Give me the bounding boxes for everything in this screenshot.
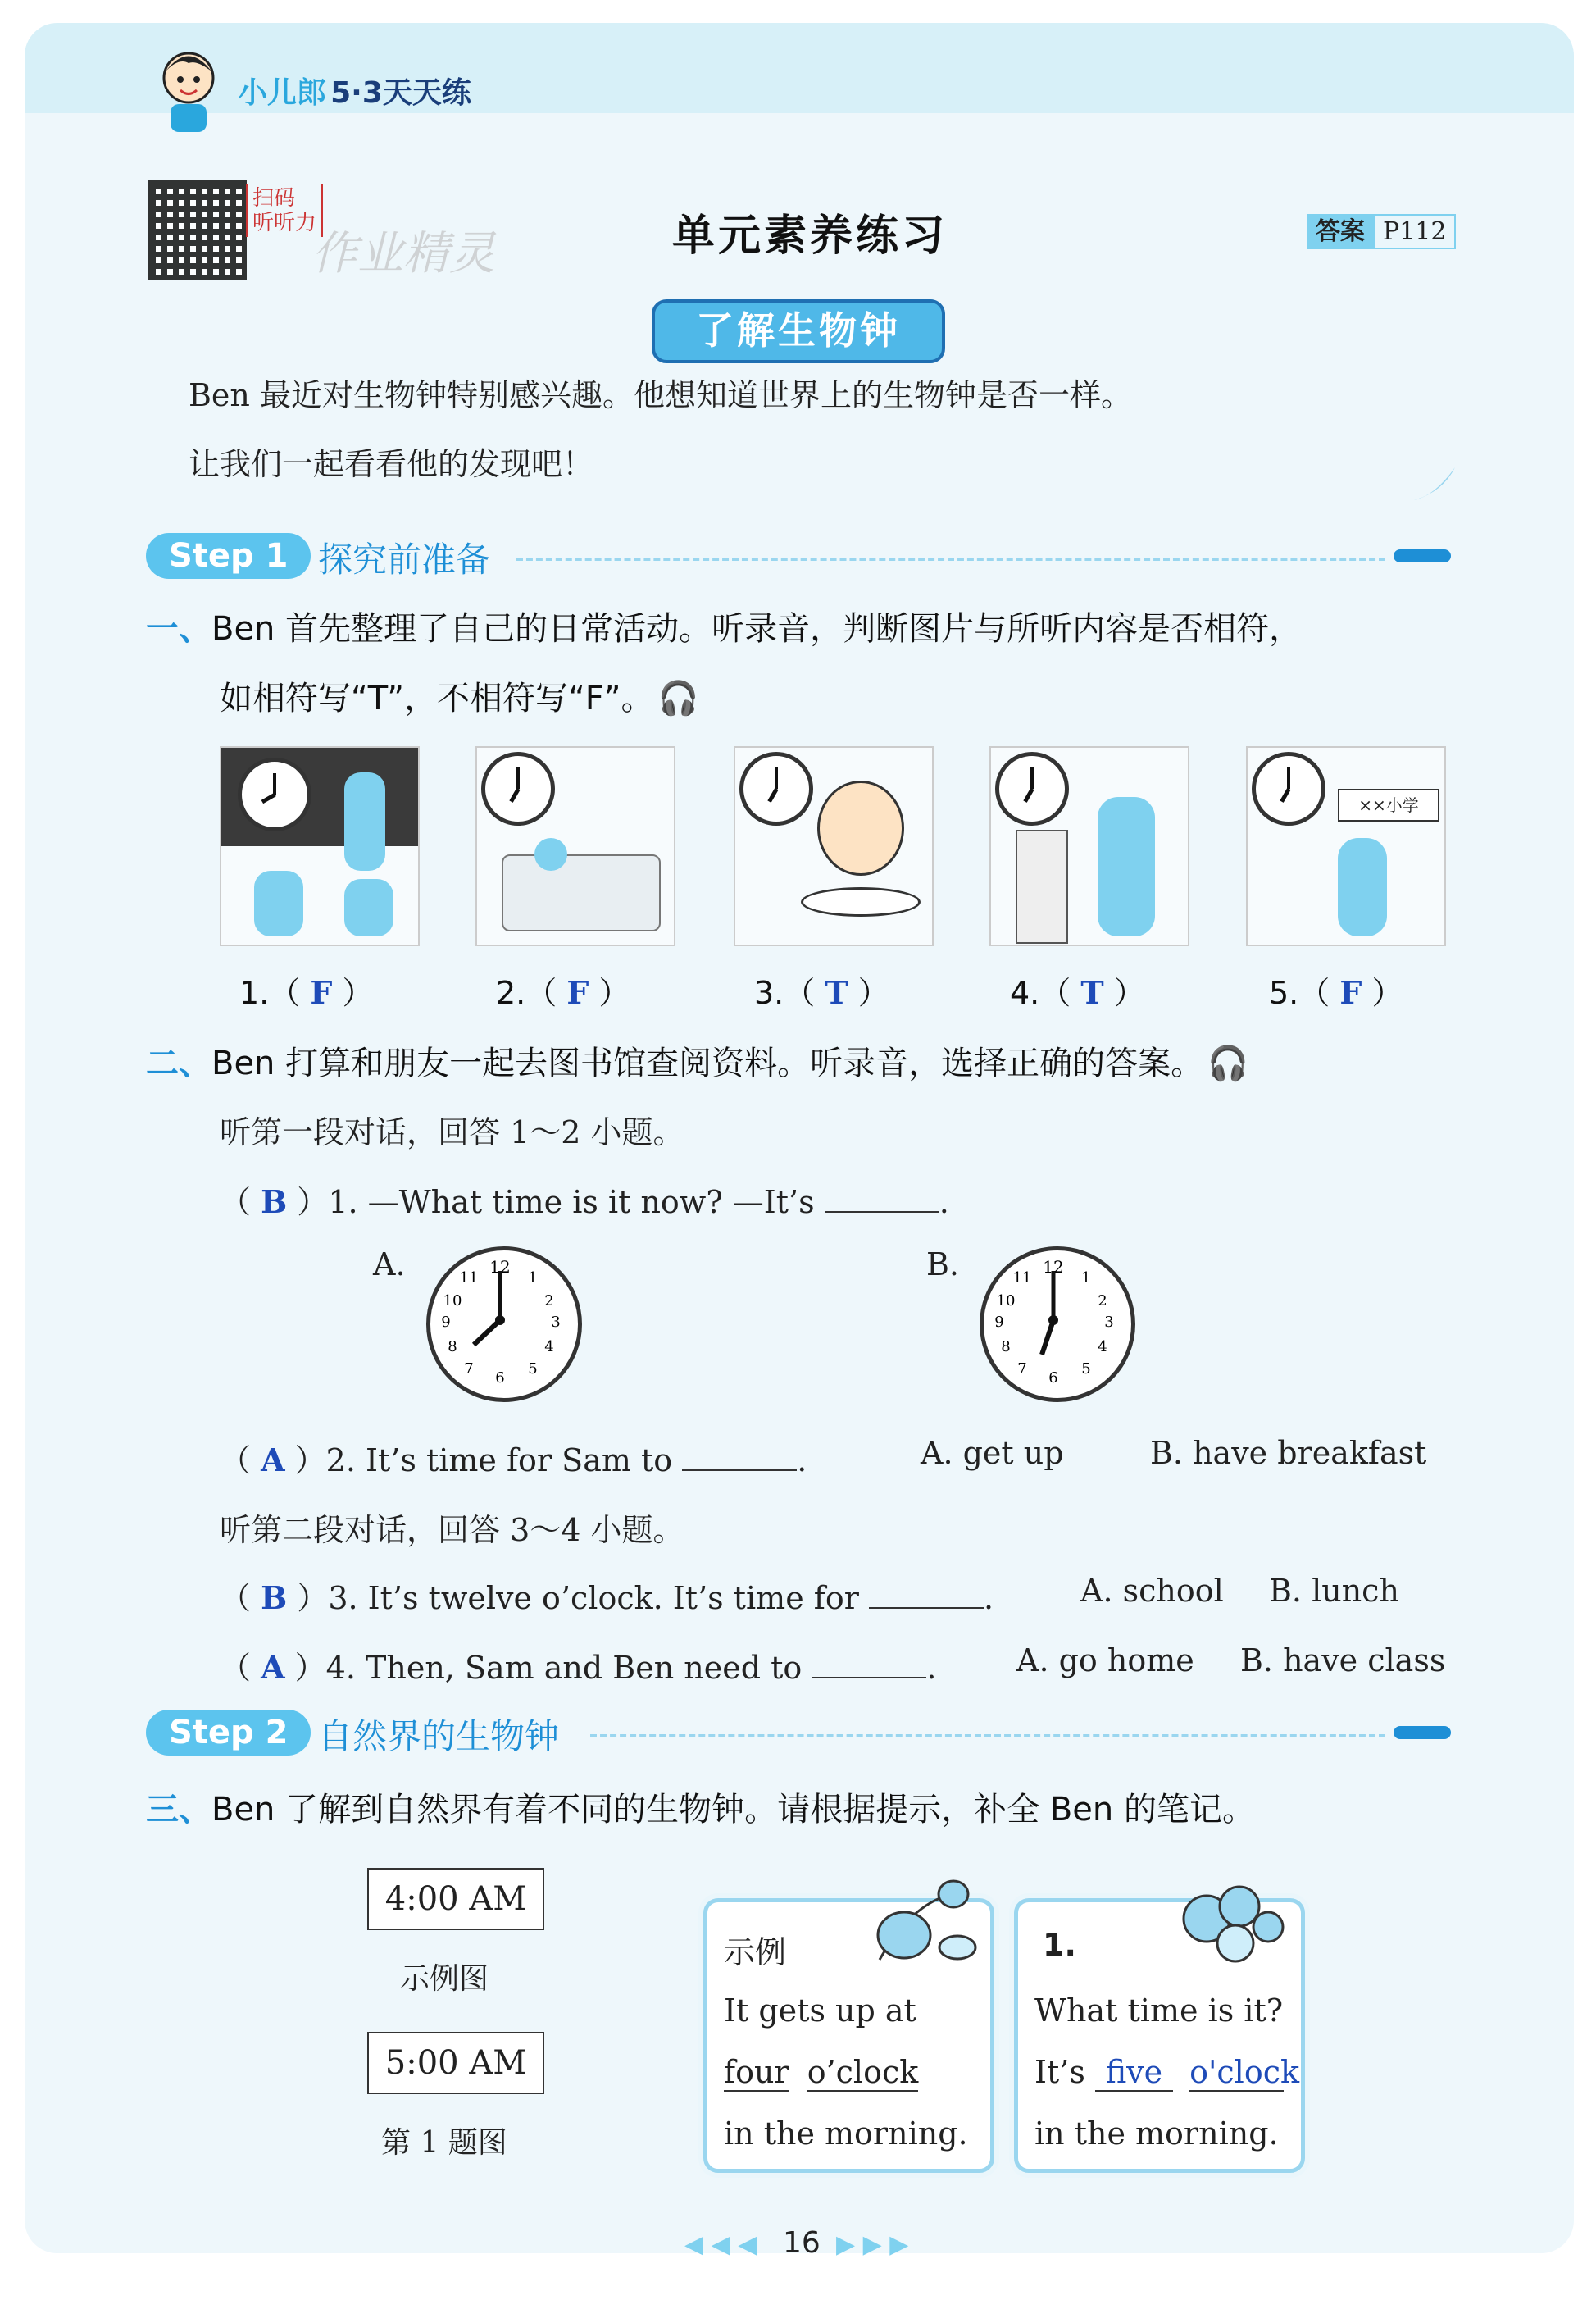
answer-value[interactable]: T: [1080, 974, 1104, 1011]
blank[interactable]: [869, 1607, 984, 1609]
answer-close: ）: [342, 975, 374, 1011]
boy-with-backpack: [1098, 797, 1155, 936]
time-box-q1: 5:00 AM: [367, 2032, 544, 2094]
clock-number: 11: [459, 1269, 479, 1287]
picture-3: [734, 746, 934, 946]
clock-a-icon: [426, 1246, 582, 1402]
option-a: A. get up: [921, 1435, 1064, 1471]
q2-line1: Ben 打算和朋友一起去图书馆查阅资料。听录音，选择正确的答案。: [211, 1045, 1204, 1082]
q2-answer-2[interactable]: A: [261, 1441, 285, 1478]
plate: [801, 887, 921, 917]
answer-label: 答案: [1307, 214, 1373, 249]
scan-line2: 听听力: [252, 211, 317, 235]
prev-arrows-icon[interactable]: ◀ ◀ ◀: [684, 2230, 757, 2259]
task1-note-card: [1014, 1898, 1305, 2173]
picture-4: [989, 746, 1189, 946]
answer-reference: [1307, 211, 1456, 247]
bed: [502, 854, 661, 931]
intro-line-1: Ben 最近对生物钟特别感兴趣。他想知道世界上的生物钟是否一样。: [189, 377, 1132, 413]
option-a: A. school: [1080, 1573, 1224, 1609]
clock-number: 8: [448, 1338, 457, 1355]
q1-answer-5: [1269, 968, 1403, 1013]
qr-code[interactable]: [148, 180, 247, 280]
answer-close: ）: [598, 975, 630, 1011]
caption-q1: 第 1 题图: [381, 2126, 507, 2160]
q1-line1: Ben 首先整理了自己的日常活动。听录音，判断图片与所听内容是否相符，: [211, 610, 1303, 648]
sleeping-boy: [534, 838, 567, 871]
clock-number: 7: [464, 1360, 474, 1378]
clock-a-label: A.: [373, 1246, 406, 1282]
dialog1-hint: 听第一段对话，回答 1～2 小题。: [220, 1114, 684, 1150]
example-answer-1: four: [724, 2054, 789, 2090]
clock-icon: [1252, 752, 1325, 826]
q2-sub4: （ A ）4. Then, Sam and Ben need to . A. go home B. have class: [220, 1642, 1446, 1686]
brand-logo: [238, 70, 471, 112]
q2-sub1-end: .: [939, 1184, 949, 1220]
step2-pill: Step 2: [146, 1710, 311, 1756]
q1-prompt: [146, 603, 1457, 649]
door: [1016, 830, 1068, 944]
q1-answer-3: [754, 968, 889, 1013]
note-title: 1.: [1043, 1927, 1076, 1963]
caption-example: 示例图: [400, 1962, 489, 1996]
answer-label: 3.（: [754, 975, 816, 1011]
example-answer-2: o’clock: [807, 2054, 919, 2090]
q1-answer-1: [239, 968, 373, 1013]
clock-number: 3: [1104, 1314, 1114, 1331]
next-arrows-icon[interactable]: ▶ ▶ ▶: [836, 2230, 909, 2259]
clock-number: 9: [994, 1314, 1004, 1331]
q2-prompt: [146, 1037, 1457, 1084]
picture-1: [220, 746, 420, 946]
q2-answer-1[interactable]: B: [261, 1183, 288, 1220]
clock-number: 10: [443, 1292, 462, 1309]
step2-title: 自然界的生物钟: [318, 1716, 560, 1756]
answer-value[interactable]: T: [825, 974, 848, 1011]
q2-sub2-text: 2. It’s time for Sam to: [325, 1442, 673, 1478]
divider: [516, 558, 1385, 561]
task1-answer-2[interactable]: o'clock: [1189, 2054, 1300, 2090]
divider: [590, 1734, 1385, 1737]
mascot-icon: [156, 45, 221, 135]
pencil-icon: [1394, 1726, 1451, 1739]
blank[interactable]: [682, 1469, 797, 1471]
q2-sub2: （ A ）2. It’s time for Sam to . A. get up B. have breakfast: [220, 1435, 1427, 1478]
q1-answer-4: [1010, 968, 1145, 1013]
answer-label: 2.（: [496, 975, 557, 1011]
scan-line1: 扫码: [252, 186, 296, 211]
q2-number: 二、: [146, 1045, 211, 1082]
blank[interactable]: [825, 1211, 939, 1213]
answer-value[interactable]: F: [566, 974, 589, 1011]
clock-icon: [238, 758, 311, 831]
clock-number: 10: [996, 1292, 1016, 1309]
blank[interactable]: [812, 1677, 926, 1678]
clock-number: 12: [489, 1257, 511, 1277]
q2-answer-4[interactable]: A: [261, 1649, 285, 1686]
clock-icon: [995, 752, 1069, 826]
answer-label: 5.（: [1269, 975, 1330, 1011]
clock-number: 4: [1098, 1338, 1107, 1355]
step1-title: 探究前准备: [318, 540, 491, 580]
q2-sub3: （ B ）3. It’s twelve o’clock. It’s time for . A. school B. lunch: [220, 1573, 1399, 1616]
q1-answer-2: [496, 968, 630, 1013]
note-line1: It gets up at: [724, 1992, 916, 2029]
q1-prompt-2: [220, 672, 698, 719]
option-b: B. lunch: [1269, 1573, 1399, 1609]
clock-number: 2: [544, 1292, 554, 1309]
clock-number: 1: [528, 1269, 538, 1287]
clock-number: 1: [1081, 1269, 1091, 1287]
answer-label: 4.（: [1010, 975, 1071, 1011]
its-label: It’s: [1034, 2054, 1085, 2090]
flower-cluster-icon: [1157, 1870, 1297, 1984]
clock-number: 5: [528, 1360, 538, 1378]
note-line1: What time is it?: [1034, 1992, 1284, 2029]
clock-b-label: B.: [926, 1246, 960, 1282]
note-line3: in the morning.: [724, 2115, 968, 2152]
clock-number: 11: [1012, 1269, 1032, 1287]
clock-number: 2: [1098, 1292, 1107, 1309]
pencil-icon: [1394, 549, 1451, 562]
intro-line-2: 让我们一起看看他的发现吧！: [189, 446, 594, 482]
clock-number: 7: [1017, 1360, 1027, 1378]
school-sign: ××小学: [1338, 789, 1439, 822]
example-note-card: [703, 1898, 994, 2173]
boy-face: [817, 781, 904, 876]
answer-close: ）: [857, 975, 889, 1011]
option-a: A. go home: [1016, 1642, 1194, 1678]
watermark: 作业精灵: [311, 227, 495, 280]
dialog2-hint: 听第二段对话，回答 3～4 小题。: [220, 1512, 684, 1548]
q2-sub3-text: 3. It’s twelve o’clock. It’s time for: [328, 1580, 859, 1616]
clock-b-icon: [980, 1246, 1135, 1402]
option-b: B. have class: [1240, 1642, 1446, 1678]
picture-5: [1246, 746, 1446, 946]
q2-sub1-text: 1. —What time is it now? —It’s: [328, 1184, 815, 1220]
clock-number: 8: [1001, 1338, 1011, 1355]
option-b: B. have breakfast: [1150, 1435, 1427, 1471]
page-number: 16: [783, 2226, 821, 2260]
picture-2: [475, 746, 675, 946]
q2-sub4-text: 4. Then, Sam and Ben need to: [325, 1650, 803, 1686]
student-figure: [254, 871, 303, 936]
answer-close: ）: [1113, 975, 1145, 1011]
teacher-figure: [344, 772, 385, 871]
brand-name: 小儿郎: [238, 76, 327, 110]
student-figure: [344, 879, 393, 936]
section-banner: 了解生物钟: [652, 299, 945, 363]
note-line2: [1034, 2054, 1300, 2092]
flower-icon: [863, 1870, 986, 1984]
clock-number: 3: [551, 1314, 561, 1331]
q3-number: 三、: [146, 1791, 211, 1829]
page-title: 单元素养练习: [672, 212, 948, 261]
q2-answer-3[interactable]: B: [261, 1579, 288, 1616]
step1-pill: Step 1: [146, 533, 311, 579]
q2-sub4-end: .: [926, 1650, 937, 1686]
clock-number: 12: [1043, 1257, 1064, 1277]
answer-page: P112: [1373, 214, 1456, 249]
note-line3: in the morning.: [1034, 2115, 1279, 2152]
clock-number: 4: [544, 1338, 554, 1355]
q3-prompt: [146, 1783, 1457, 1830]
answer-label: 1.（: [239, 975, 301, 1011]
q2-sub1: （ B ）1. —What time is it now? —It’s .: [220, 1183, 949, 1220]
clock-number: 6: [1048, 1369, 1058, 1387]
q3-line1: Ben 了解到自然界有着不同的生物钟。请根据提示，补全 Ben 的笔记。: [211, 1791, 1255, 1829]
headphones-icon[interactable]: 🎧: [657, 680, 699, 717]
leaf-icon: [1410, 463, 1459, 504]
clock-icon: [481, 752, 555, 826]
answer-close: ）: [1371, 975, 1403, 1011]
headphones-icon[interactable]: 🎧: [1207, 1045, 1249, 1082]
boy-at-school: [1338, 838, 1387, 936]
answer-value[interactable]: F: [1339, 974, 1362, 1011]
clock-number: 9: [441, 1314, 451, 1331]
q2-sub2-end: .: [797, 1442, 807, 1478]
task1-answer-1[interactable]: five: [1095, 2054, 1173, 2092]
q1-line2: 如相符写“T”，不相符写“F”。: [220, 680, 654, 717]
q1-number: 一、: [146, 610, 211, 648]
q2-sub3-end: .: [983, 1580, 994, 1616]
brand-series: 5·3天天练: [330, 76, 471, 110]
clock-number: 6: [495, 1369, 505, 1387]
note-title: 示例: [724, 1934, 787, 1970]
answer-value[interactable]: F: [310, 974, 333, 1011]
clock-number: 5: [1081, 1360, 1091, 1378]
note-line2: [724, 2054, 918, 2090]
clock-icon: [739, 752, 813, 826]
time-box-example: 4:00 AM: [367, 1868, 544, 1930]
